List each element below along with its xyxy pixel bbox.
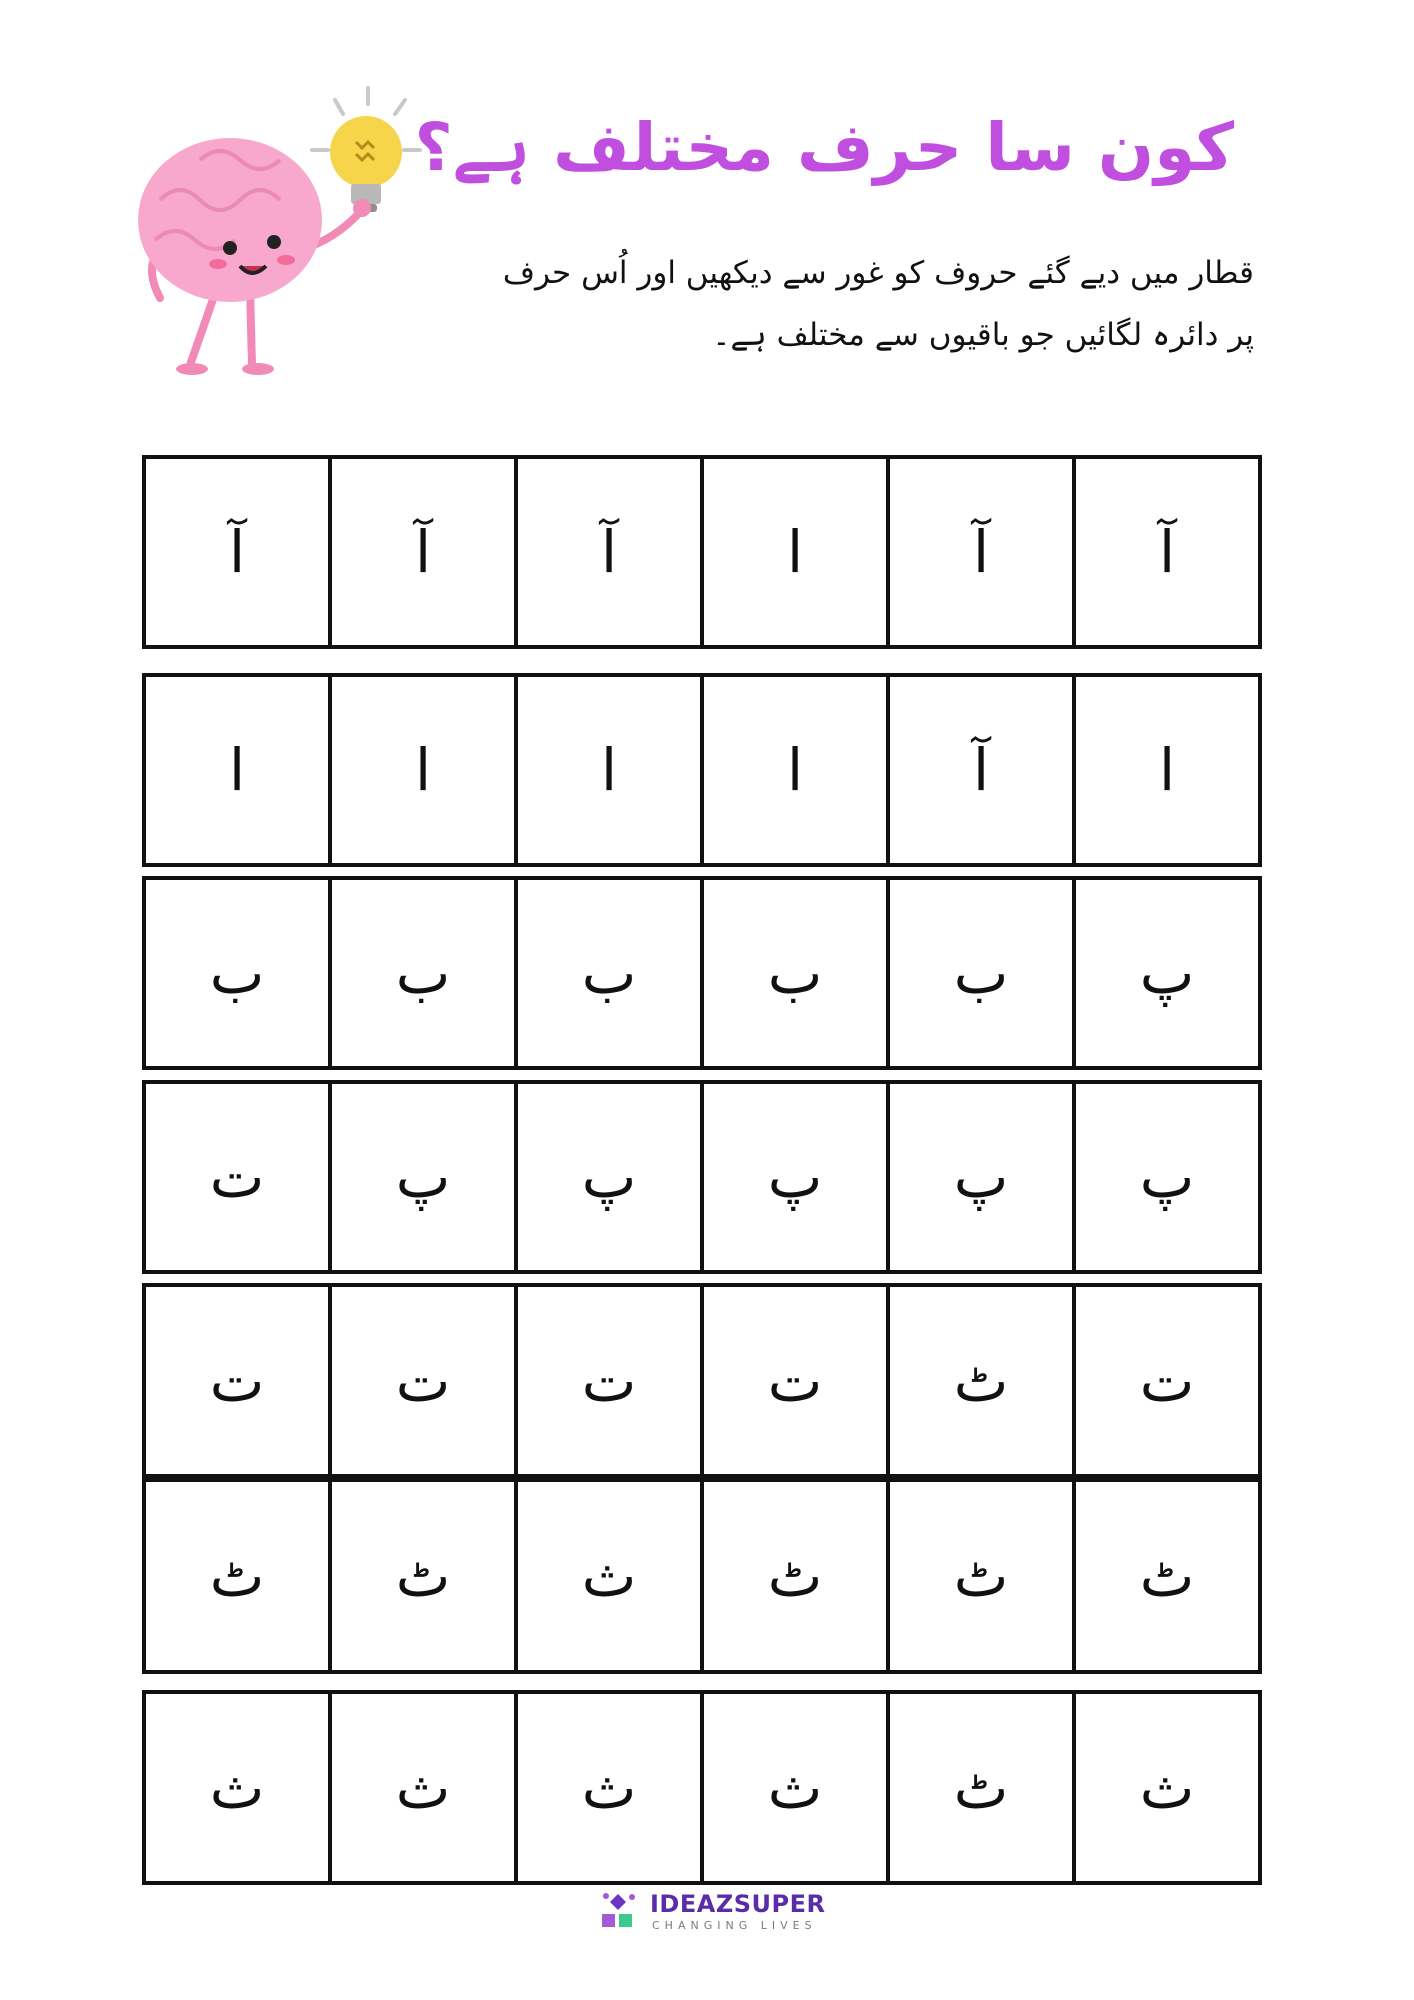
letter-cell[interactable]: ا [328, 677, 514, 863]
brand-mark-icon [598, 1888, 646, 1936]
letter-cell[interactable]: ٹ [209, 1542, 265, 1610]
letter-cell[interactable]: ٹ [886, 1287, 1072, 1474]
brand-name: IDEAZSUPER [650, 1890, 826, 1918]
letter-cell[interactable]: ث [209, 1753, 265, 1822]
letter-cell[interactable]: ب [328, 880, 514, 1066]
grid-row [142, 1690, 1262, 1885]
letter-cell[interactable]: آ [886, 677, 1072, 863]
letter-cell[interactable]: ث [700, 1694, 886, 1881]
grid-row [142, 876, 1262, 1070]
letter-cell[interactable]: ٹ [886, 1694, 1072, 1881]
letter-cell[interactable]: ت [209, 1143, 265, 1211]
letter-cell[interactable]: ث [328, 1694, 514, 1881]
letter-cell[interactable]: ب [514, 880, 700, 1066]
instructions-line-2: پر دائرہ لگائیں جو باقیوں سے مختلف ہے۔ [712, 317, 1254, 353]
letter-cell[interactable]: آ [328, 459, 514, 645]
grid-row [142, 455, 1262, 649]
letter-cell[interactable]: آ [886, 459, 1072, 645]
letter-cell[interactable]: ا [700, 677, 886, 863]
letter-cell[interactable]: آ [1072, 459, 1258, 645]
page-title: کون سا حرف مختلف ہے؟ [414, 109, 1234, 186]
letter-cell[interactable]: پ [700, 1084, 886, 1270]
letter-cell[interactable]: ث [1072, 1694, 1258, 1881]
letter-cell[interactable]: ث [514, 1482, 700, 1670]
letter-cell[interactable]: ث [514, 1694, 700, 1881]
grid-row [142, 1283, 1262, 1478]
letter-cell[interactable]: پ [886, 1084, 1072, 1270]
letter-cell[interactable]: پ [1072, 880, 1258, 1066]
letter-cell[interactable]: آ [228, 518, 246, 586]
brand-logo [598, 1888, 858, 1938]
letter-cell[interactable]: پ [1072, 1084, 1258, 1270]
letter-cell[interactable]: ب [886, 880, 1072, 1066]
letter-cell[interactable]: ب [209, 939, 265, 1007]
letter-cell[interactable]: آ [514, 459, 700, 645]
letter-cell[interactable]: ٹ [1072, 1482, 1258, 1670]
letter-cell[interactable]: ت [328, 1287, 514, 1474]
letter-cell[interactable]: ت [209, 1346, 265, 1415]
letter-cell[interactable]: پ [514, 1084, 700, 1270]
letter-cell[interactable]: پ [328, 1084, 514, 1270]
instructions-line-1: قطار میں دیے گئے حروف کو غور سے دیکھیں اور اُس حرف [502, 255, 1254, 291]
brand-tagline: CHANGING LIVES [652, 1919, 817, 1932]
letter-cell[interactable]: ٹ [700, 1482, 886, 1670]
letter-cell[interactable]: ت [514, 1287, 700, 1474]
letter-cell[interactable]: ا [514, 677, 700, 863]
letter-cell[interactable]: ا [1072, 677, 1258, 863]
letter-cell[interactable]: ٹ [328, 1482, 514, 1670]
letter-cell[interactable]: ب [700, 880, 886, 1066]
letter-cell[interactable]: ت [700, 1287, 886, 1474]
grid-row [142, 1080, 1262, 1274]
grid-row [142, 673, 1262, 867]
letter-cell[interactable]: ا [228, 736, 246, 804]
letter-cell[interactable]: ت [1072, 1287, 1258, 1474]
letter-cell[interactable]: ا [700, 459, 886, 645]
letter-grid [142, 0, 1262, 2000]
letter-cell[interactable]: ٹ [886, 1482, 1072, 1670]
grid-row [142, 1478, 1262, 1674]
